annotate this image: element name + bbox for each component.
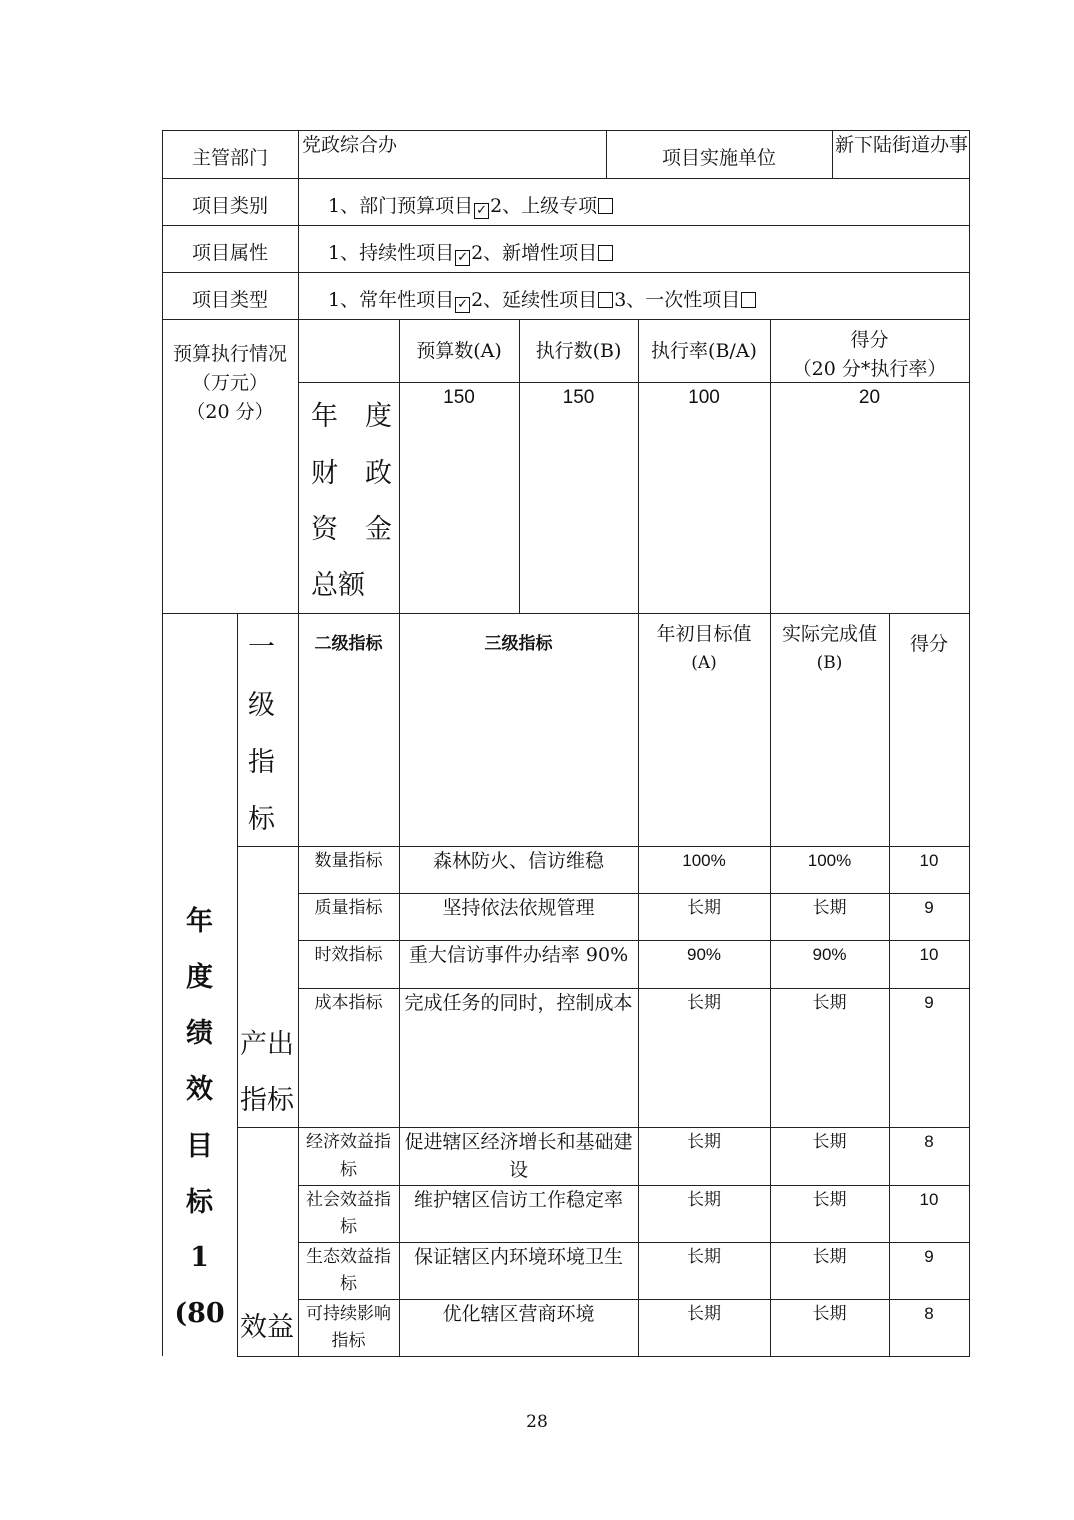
checkbox-checked-icon[interactable]: ✓: [455, 250, 470, 266]
ptype-options: [328, 288, 757, 313]
row-actual: 长期: [812, 1247, 847, 1267]
goals-title-char: (80: [174, 1298, 225, 1329]
row-level3: 促进辖区经济增长和基础建: [404, 1131, 633, 1153]
row-actual: 长期: [812, 898, 847, 918]
row-actual: 长期: [812, 1190, 847, 1210]
attribute-option-2: 2、新增性项目: [471, 242, 598, 264]
row-target: 长期: [687, 993, 721, 1013]
budget-row-label-line3: 资 金: [311, 514, 392, 545]
budget-row-label-line2: 财 政: [311, 458, 392, 489]
rule: [638, 319, 639, 613]
ptype-option-3: 3、一次性项目: [614, 289, 741, 311]
row-target: 长期: [687, 1247, 721, 1267]
goals-title-char: 年: [186, 906, 213, 936]
row-level2: 可持续影响: [306, 1304, 391, 1324]
row-level2: 成本指标: [314, 993, 383, 1013]
row-actual: 长期: [812, 1132, 847, 1152]
rule: [162, 319, 970, 320]
goals-title-char: 度: [186, 962, 213, 992]
budget-row-label-line1: 年 度: [311, 401, 392, 432]
checkbox-empty-icon[interactable]: [598, 198, 613, 214]
row-level2: 质量指标: [314, 898, 383, 918]
budget-label-line1: 预算执行情况: [172, 343, 287, 365]
col-score-formula: （20 分*执行率）: [792, 358, 947, 380]
col-actual: 实际完成值: [781, 623, 877, 645]
row-target: 长期: [687, 1304, 721, 1324]
row-score: 9: [924, 1247, 934, 1266]
rule: [162, 130, 970, 131]
group-benefit: 效益: [240, 1312, 294, 1343]
category-label: 项目类别: [191, 195, 268, 217]
checkbox-empty-icon[interactable]: [598, 292, 613, 308]
ptype-label: 项目类型: [191, 289, 268, 311]
ptype-option-2: 2、延续性项目: [471, 289, 598, 311]
row-level2-cont: 标: [340, 1274, 357, 1294]
page-number: 28: [526, 1412, 548, 1432]
rule: [162, 225, 970, 226]
row-level3: 完成任务的同时，控制成本: [404, 992, 633, 1014]
attribute-option-1: 1、持续性项目: [328, 242, 455, 264]
rule: [399, 319, 400, 613]
row-score: 10: [919, 1190, 939, 1209]
budget-row-label-line4: 总额: [311, 570, 365, 601]
col-target: 年初目标值: [656, 623, 752, 645]
checkbox-empty-icon[interactable]: [598, 245, 613, 261]
group-output-line1: 产出: [240, 1029, 294, 1060]
row-level2-cont: 标: [340, 1217, 357, 1237]
row-target: 90%: [686, 945, 722, 964]
row-level2-cont: 指标: [331, 1331, 366, 1351]
row-level2-cont: 标: [340, 1160, 357, 1180]
rule: [889, 613, 890, 1356]
row-actual: 长期: [812, 1304, 847, 1324]
rule: [638, 613, 639, 1356]
rule: [237, 846, 970, 847]
row-level2: 社会效益指: [306, 1190, 391, 1210]
group-output-line2: 指标: [240, 1085, 294, 1116]
col-target-sub: (A): [691, 653, 717, 673]
row-score: 10: [919, 851, 939, 870]
row-level2: 数量指标: [314, 851, 383, 871]
row-score: 8: [924, 1304, 934, 1323]
category-option-2: 2、上级专项: [490, 195, 598, 217]
checkbox-checked-icon[interactable]: ✓: [474, 203, 489, 219]
col-budget-a: 预算数(A): [416, 340, 502, 362]
row-level2: 经济效益指: [306, 1132, 391, 1152]
rule: [237, 613, 238, 1356]
row-actual: 90%: [812, 945, 847, 964]
rule: [237, 1356, 970, 1357]
exec-rate-value: 100: [688, 387, 720, 408]
col-level3: 三级指标: [484, 634, 553, 653]
rule: [519, 319, 520, 613]
row-level3: 坚持依法依规管理: [442, 897, 595, 919]
rule: [832, 130, 833, 178]
row-actual: 长期: [812, 993, 847, 1013]
goals-title-char: 绩: [186, 1018, 213, 1048]
rule: [770, 613, 771, 1356]
checkbox-checked-icon[interactable]: ✓: [455, 297, 470, 313]
checkbox-empty-icon[interactable]: [741, 292, 756, 308]
unit-value: 新下陆街道办事: [835, 134, 969, 156]
budget-label-line3: （20 分）: [186, 401, 274, 423]
rule: [969, 130, 970, 1357]
level1-header-char: 一: [248, 632, 275, 662]
row-score: 9: [924, 993, 934, 1012]
row-level3: 维护辖区信访工作稳定率: [413, 1189, 623, 1211]
row-score: 8: [924, 1132, 934, 1151]
row-target: 长期: [687, 1132, 721, 1152]
category-option-1: 1、部门预算项目: [328, 195, 474, 217]
unit-label: 项目实施单位: [661, 147, 776, 169]
row-level3: 重大信访事件办结率 90%: [408, 944, 629, 966]
row-level2: 时效指标: [314, 945, 383, 965]
row-level3: 保证辖区内环境环境卫生: [413, 1246, 623, 1268]
ptype-option-1: 1、常年性项目: [328, 289, 455, 311]
row-actual: 100%: [807, 851, 852, 870]
attribute-options: [328, 241, 614, 266]
rule: [162, 130, 163, 1356]
attribute-label: 项目属性: [191, 242, 268, 264]
rule: [237, 1127, 970, 1128]
col-budget-b: 执行数(B): [535, 340, 622, 362]
budget-label-line2: （万元）: [191, 372, 268, 394]
goals-title-char: 效: [186, 1074, 213, 1104]
level1-header-char: 级: [248, 690, 275, 720]
row-level3: 优化辖区营商环境: [442, 1303, 595, 1325]
col-score-title: 得分: [850, 329, 889, 351]
row-score: 9: [924, 898, 934, 917]
goals-title-char: 目: [186, 1131, 213, 1161]
row-target: 100%: [682, 851, 726, 870]
row-score: 10: [919, 945, 939, 964]
rule: [162, 178, 970, 179]
rule: [162, 613, 970, 614]
col-level2: 二级指标: [314, 634, 383, 653]
row-target: 长期: [687, 898, 721, 918]
col-actual-sub: (B): [816, 653, 843, 673]
level1-header-char: 标: [248, 804, 275, 834]
col-score: 得分: [909, 633, 948, 655]
budget-score-value: 20: [858, 387, 881, 408]
budget-b-value: 150: [562, 387, 595, 408]
level1-header-char: 指: [248, 747, 275, 777]
col-exec-rate: 执行率(B/A): [651, 340, 757, 362]
budget-a-value: 150: [443, 387, 475, 408]
row-level3-cont: 设: [508, 1159, 528, 1181]
rule: [162, 272, 970, 273]
row-target: 长期: [687, 1190, 721, 1210]
dept-label: 主管部门: [191, 147, 268, 169]
row-level2: 生态效益指: [306, 1247, 391, 1267]
row-level3: 森林防火、信访维稳: [432, 850, 604, 872]
dept-value: 党政综合办: [302, 134, 398, 156]
category-options: [328, 194, 614, 219]
goals-title-char: 1: [190, 1242, 209, 1273]
goals-title-char: 标: [186, 1187, 213, 1217]
